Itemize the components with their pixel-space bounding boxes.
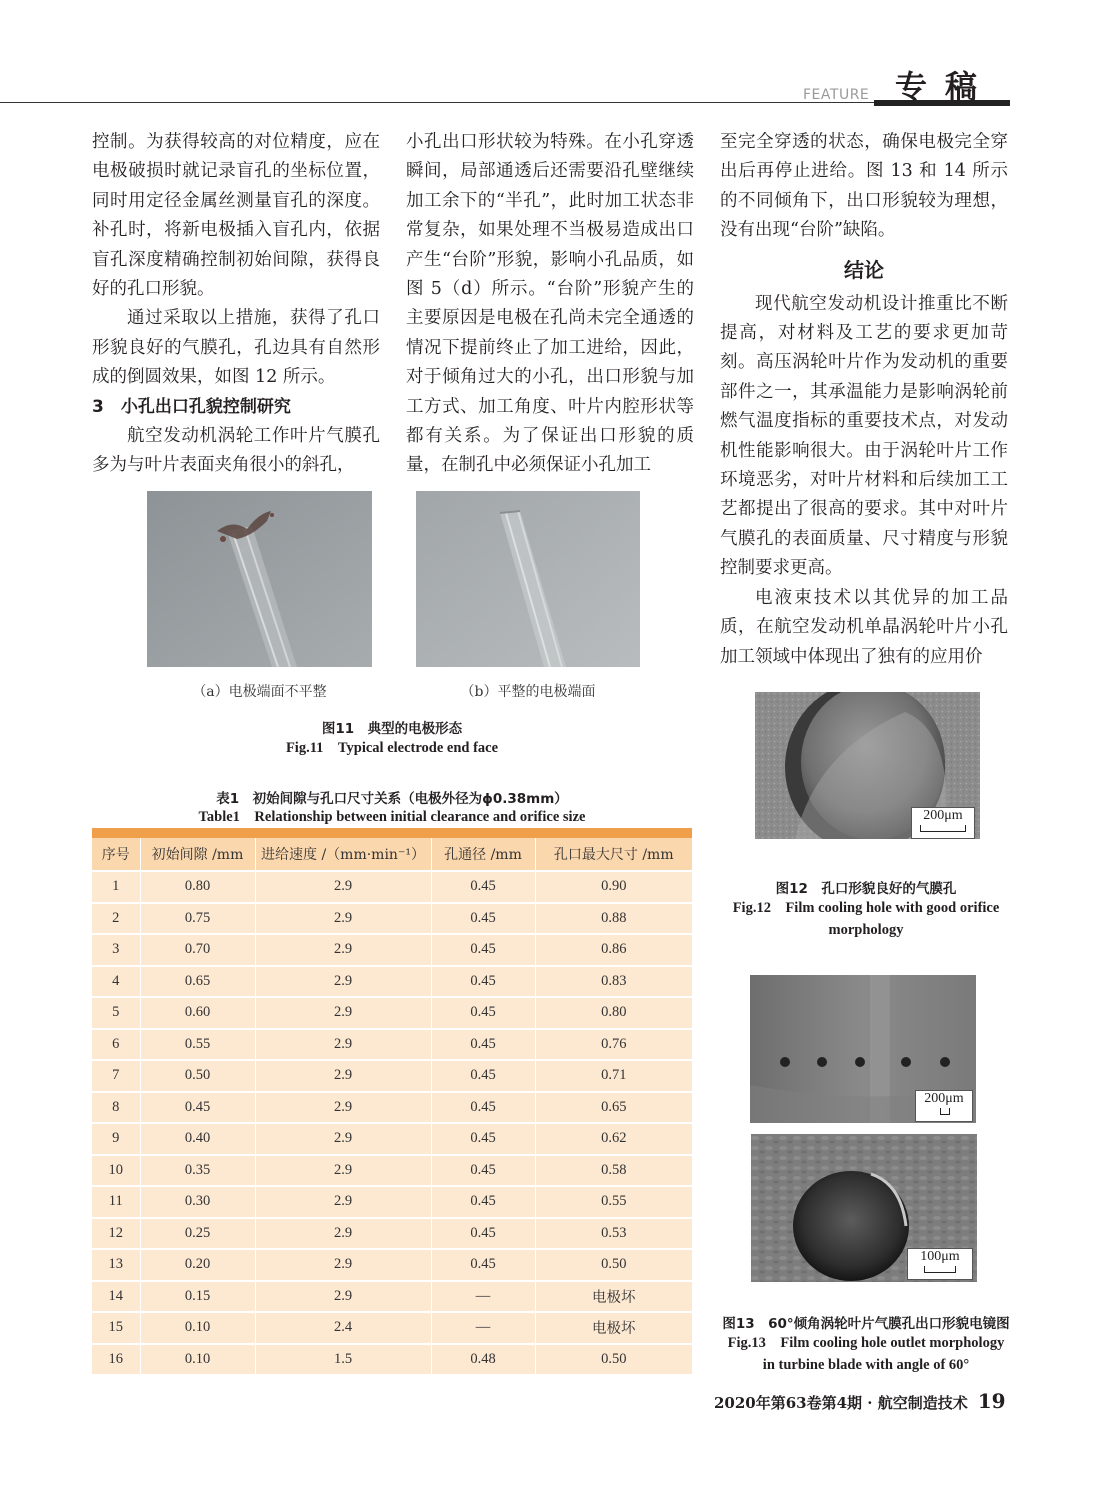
table-cell: 1.5 <box>255 1344 431 1376</box>
table-cell: 0.45 <box>431 1123 535 1155</box>
table-cell: 0.25 <box>140 1218 255 1250</box>
page-number: 19 <box>977 1389 1006 1413</box>
table-cell: 0.65 <box>535 1092 692 1124</box>
table-cell: 4 <box>92 966 140 998</box>
fig11b-photo <box>416 491 640 667</box>
table-cell: 0.20 <box>140 1249 255 1281</box>
fig13-top-scale-label: 200μm <box>924 1091 964 1106</box>
table-cell: 3 <box>92 934 140 966</box>
table-cell: 11 <box>92 1186 140 1218</box>
table-row <box>92 903 692 935</box>
table1 <box>92 838 692 1376</box>
page-footer <box>714 1389 1006 1413</box>
table-cell: 0.62 <box>535 1123 692 1155</box>
fig11-caption-cn: 图11 典型的电极形态 <box>321 721 463 737</box>
table-cell: 0.45 <box>431 1092 535 1124</box>
fig12-caption-cn: 图12 孔口形貌良好的气膜孔 <box>775 881 957 897</box>
table-cell: 2.9 <box>255 1029 431 1061</box>
fig12-scale-tick <box>920 825 966 832</box>
table-cell: 2 <box>92 903 140 935</box>
table-row <box>92 934 692 966</box>
table-cell: — <box>431 1312 535 1344</box>
table-cell: 5 <box>92 997 140 1029</box>
fig13-caption-cn: 图13 60°倾角涡轮叶片气膜孔出口形貌电镜图 <box>722 1316 1010 1332</box>
table-cell: 14 <box>92 1281 140 1313</box>
table-cell: 2.9 <box>255 934 431 966</box>
table-cell: 2.9 <box>255 966 431 998</box>
table-cell: 0.50 <box>140 1060 255 1092</box>
table-cell: 0.45 <box>431 871 535 903</box>
table-cell: 0.45 <box>431 1155 535 1187</box>
fig13-caption-en-2: in turbine blade with angle of 60° <box>762 1357 970 1373</box>
table-cell: — <box>431 1281 535 1313</box>
section-heading-3: 3 小孔出口孔貌控制研究 <box>92 396 291 417</box>
table-cell: 2.9 <box>255 997 431 1029</box>
column-1 <box>92 128 380 481</box>
col1-paragraph-1: 控制。为获得较高的对位精度，应在电极破损时就记录盲孔的坐标位置，同时用定径金属丝测量盲孔的深度。补孔时，将新电极插入盲孔内，依据盲孔深度精确控制初始间隙，获得良好的孔口形貌。 <box>92 132 380 300</box>
table-cell: 15 <box>92 1312 140 1344</box>
table-cell: 9 <box>92 1123 140 1155</box>
table-cell: 0.86 <box>535 934 692 966</box>
table-cell: 0.90 <box>535 871 692 903</box>
table1-header-cell: 孔通径 /mm <box>431 838 535 871</box>
table-row <box>92 966 692 998</box>
col2-paragraph-1: 小孔出口形状较为特殊。在小孔穿透瞬间，局部通透后还需要沿孔壁继续加工余下的“半孔”，此时加工状态非常复杂，如果处理不当极易造成出口产生“台阶”形貌，影响小孔品质，如图 5（d）所示。“台阶”形貌产生的主要原因是电极在孔尚未完全通透的情况下提前终止了加工进给，因此，对于倾角过大的小孔，出口形貌与加工方式、加工角度、叶片内腔形状等都有关系。为了保证出口形貌的质量，在制孔中必须保证小孔加工 <box>406 132 694 476</box>
table-cell: 2.9 <box>255 1186 431 1218</box>
col3-paragraph-1: 至完全穿透的状态，确保电极完全穿出后再停止进给。图 13 和 14 所示的不同倾角下，出口形貌较为理想，没有出现“台阶”缺陷。 <box>720 132 1008 241</box>
column-2 <box>406 128 694 481</box>
table-cell: 0.71 <box>535 1060 692 1092</box>
table-cell: 0.45 <box>431 1060 535 1092</box>
table-row <box>92 1218 692 1250</box>
table-cell: 0.80 <box>140 871 255 903</box>
table-cell: 10 <box>92 1155 140 1187</box>
table-cell: 8 <box>92 1092 140 1124</box>
table-row <box>92 1281 692 1313</box>
conclusion-heading: 结论 <box>844 257 884 282</box>
table-cell: 0.88 <box>535 903 692 935</box>
table-cell: 0.70 <box>140 934 255 966</box>
table-row <box>92 1249 692 1281</box>
table-cell: 0.15 <box>140 1281 255 1313</box>
table-row <box>92 1155 692 1187</box>
fig11a-caption: （a）电极端面不平整 <box>192 684 327 700</box>
table-cell: 2.9 <box>255 1123 431 1155</box>
header-title: 专稿 <box>895 68 996 106</box>
table-row <box>92 1060 692 1092</box>
table1-caption-cn: 表1 初始间隙与孔口尺寸关系（电极外径为ϕ0.38mm） <box>216 791 568 807</box>
table-row <box>92 1312 692 1344</box>
table1-top-bar <box>92 828 692 838</box>
col3-paragraph-2: 现代航空发动机设计推重比不断提高，对材料及工艺的要求更加苛刻。高压涡轮叶片作为发动机的重要部件之一，其承温能力是影响涡轮前燃气温度指标的重要技术点，对发动机性能影响很大。由于涡轮叶片工作环境恶劣，对叶片材料和后续加工工艺都提出了很高的要求。其中对叶片气膜孔的表面质量、尺寸精度与形貌控制要求更高。 <box>720 293 1008 579</box>
table-cell: 2.9 <box>255 1218 431 1250</box>
table-cell: 0.45 <box>431 934 535 966</box>
table1-caption-en: Table1 Relationship between initial clearance and orifice size <box>198 809 586 825</box>
table1-header-row <box>92 838 692 871</box>
table-cell: 2.9 <box>255 1092 431 1124</box>
table-cell: 电极坏 <box>535 1281 692 1313</box>
table-cell: 0.45 <box>431 1186 535 1218</box>
table-cell: 0.45 <box>431 903 535 935</box>
footer-issue: 2020年第63卷第4期 · 航空制造技术 <box>714 1394 968 1412</box>
table-cell: 0.75 <box>140 903 255 935</box>
table-row <box>92 1123 692 1155</box>
fig12-sem-photo <box>755 692 980 839</box>
table-cell: 13 <box>92 1249 140 1281</box>
table-cell: 0.45 <box>140 1092 255 1124</box>
fig12-caption-en-1: Fig.12 Film cooling hole with good orifice <box>732 900 1000 916</box>
table-cell: 0.45 <box>431 1218 535 1250</box>
table-cell: 0.35 <box>140 1155 255 1187</box>
fig11-caption-en: Fig.11 Typical electrode end face <box>285 740 499 756</box>
col1-paragraph-2: 通过采取以上措施，获得了孔口形貌良好的气膜孔，孔边具有自然形成的倒圆效果，如图 12 所示。 <box>92 308 380 388</box>
table-cell: 2.9 <box>255 1060 431 1092</box>
table-cell: 12 <box>92 1218 140 1250</box>
fig13-bottom-scale-label: 100μm <box>920 1249 960 1264</box>
table-cell: 2.9 <box>255 1281 431 1313</box>
table-row <box>92 1344 692 1376</box>
table-cell: 0.45 <box>431 997 535 1029</box>
table-cell: 0.30 <box>140 1186 255 1218</box>
fig11a-photo <box>147 491 372 667</box>
fig13-bottom-sem-photo <box>751 1134 977 1282</box>
table-row <box>92 871 692 903</box>
table-cell: 0.83 <box>535 966 692 998</box>
table1-header-cell: 孔口最大尺寸 /mm <box>535 838 692 871</box>
fig13-top-scale-bar <box>915 1090 973 1122</box>
table-row <box>92 1186 692 1218</box>
table-cell: 7 <box>92 1060 140 1092</box>
table-cell: 0.65 <box>140 966 255 998</box>
fig13-top-sem-photo <box>750 975 976 1123</box>
table-cell: 0.76 <box>535 1029 692 1061</box>
col3-paragraph-3: 电液束技术以其优异的加工品质，在航空发动机单晶涡轮叶片小孔加工领域中体现出了独有的应用价 <box>720 587 1008 667</box>
fig12-scale-label: 200μm <box>923 808 963 823</box>
fig13-bottom-scale-bar <box>907 1248 973 1280</box>
table-cell: 0.58 <box>535 1155 692 1187</box>
table-cell: 0.60 <box>140 997 255 1029</box>
table-cell: 16 <box>92 1344 140 1376</box>
table-cell: 0.40 <box>140 1123 255 1155</box>
table-cell: 0.80 <box>535 997 692 1029</box>
table-cell: 0.48 <box>431 1344 535 1376</box>
table-cell: 0.50 <box>535 1344 692 1376</box>
table1-header-cell: 初始间隙 /mm <box>140 838 255 871</box>
fig13-caption-en-1: Fig.13 Film cooling hole outlet morphology <box>727 1335 1005 1351</box>
fig13-bottom-scale-tick <box>924 1266 956 1273</box>
header-feature-label: FEATURE <box>803 87 870 103</box>
table-cell: 0.50 <box>535 1249 692 1281</box>
table-cell: 0.53 <box>535 1218 692 1250</box>
table-row <box>92 997 692 1029</box>
table-cell: 2.9 <box>255 871 431 903</box>
col1-paragraph-3: 航空发动机涡轮工作叶片气膜孔多为与叶片表面夹角很小的斜孔， <box>92 426 380 476</box>
table-cell: 电极坏 <box>535 1312 692 1344</box>
table-cell: 2.9 <box>255 1155 431 1187</box>
table-cell: 0.45 <box>431 1029 535 1061</box>
fig12-caption-en-2: morphology <box>828 922 904 938</box>
table-row <box>92 1029 692 1061</box>
table-cell: 2.9 <box>255 903 431 935</box>
table-cell: 0.10 <box>140 1344 255 1376</box>
table-cell: 0.45 <box>431 1249 535 1281</box>
table-cell: 0.10 <box>140 1312 255 1344</box>
table-cell: 1 <box>92 871 140 903</box>
table-cell: 2.4 <box>255 1312 431 1344</box>
table-cell: 0.55 <box>140 1029 255 1061</box>
table1-header-cell: 进给速度 /（mm·min⁻¹） <box>255 838 431 871</box>
table-cell: 0.55 <box>535 1186 692 1218</box>
fig13-top-scale-tick <box>940 1108 950 1115</box>
table-cell: 0.45 <box>431 966 535 998</box>
fig11b-caption: （b）平整的电极端面 <box>460 684 596 700</box>
table-cell: 2.9 <box>255 1249 431 1281</box>
table-cell: 6 <box>92 1029 140 1061</box>
table-row <box>92 1092 692 1124</box>
column-3 <box>720 128 1008 672</box>
table1-header-cell: 序号 <box>92 838 140 871</box>
fig12-scale-bar <box>911 807 975 839</box>
